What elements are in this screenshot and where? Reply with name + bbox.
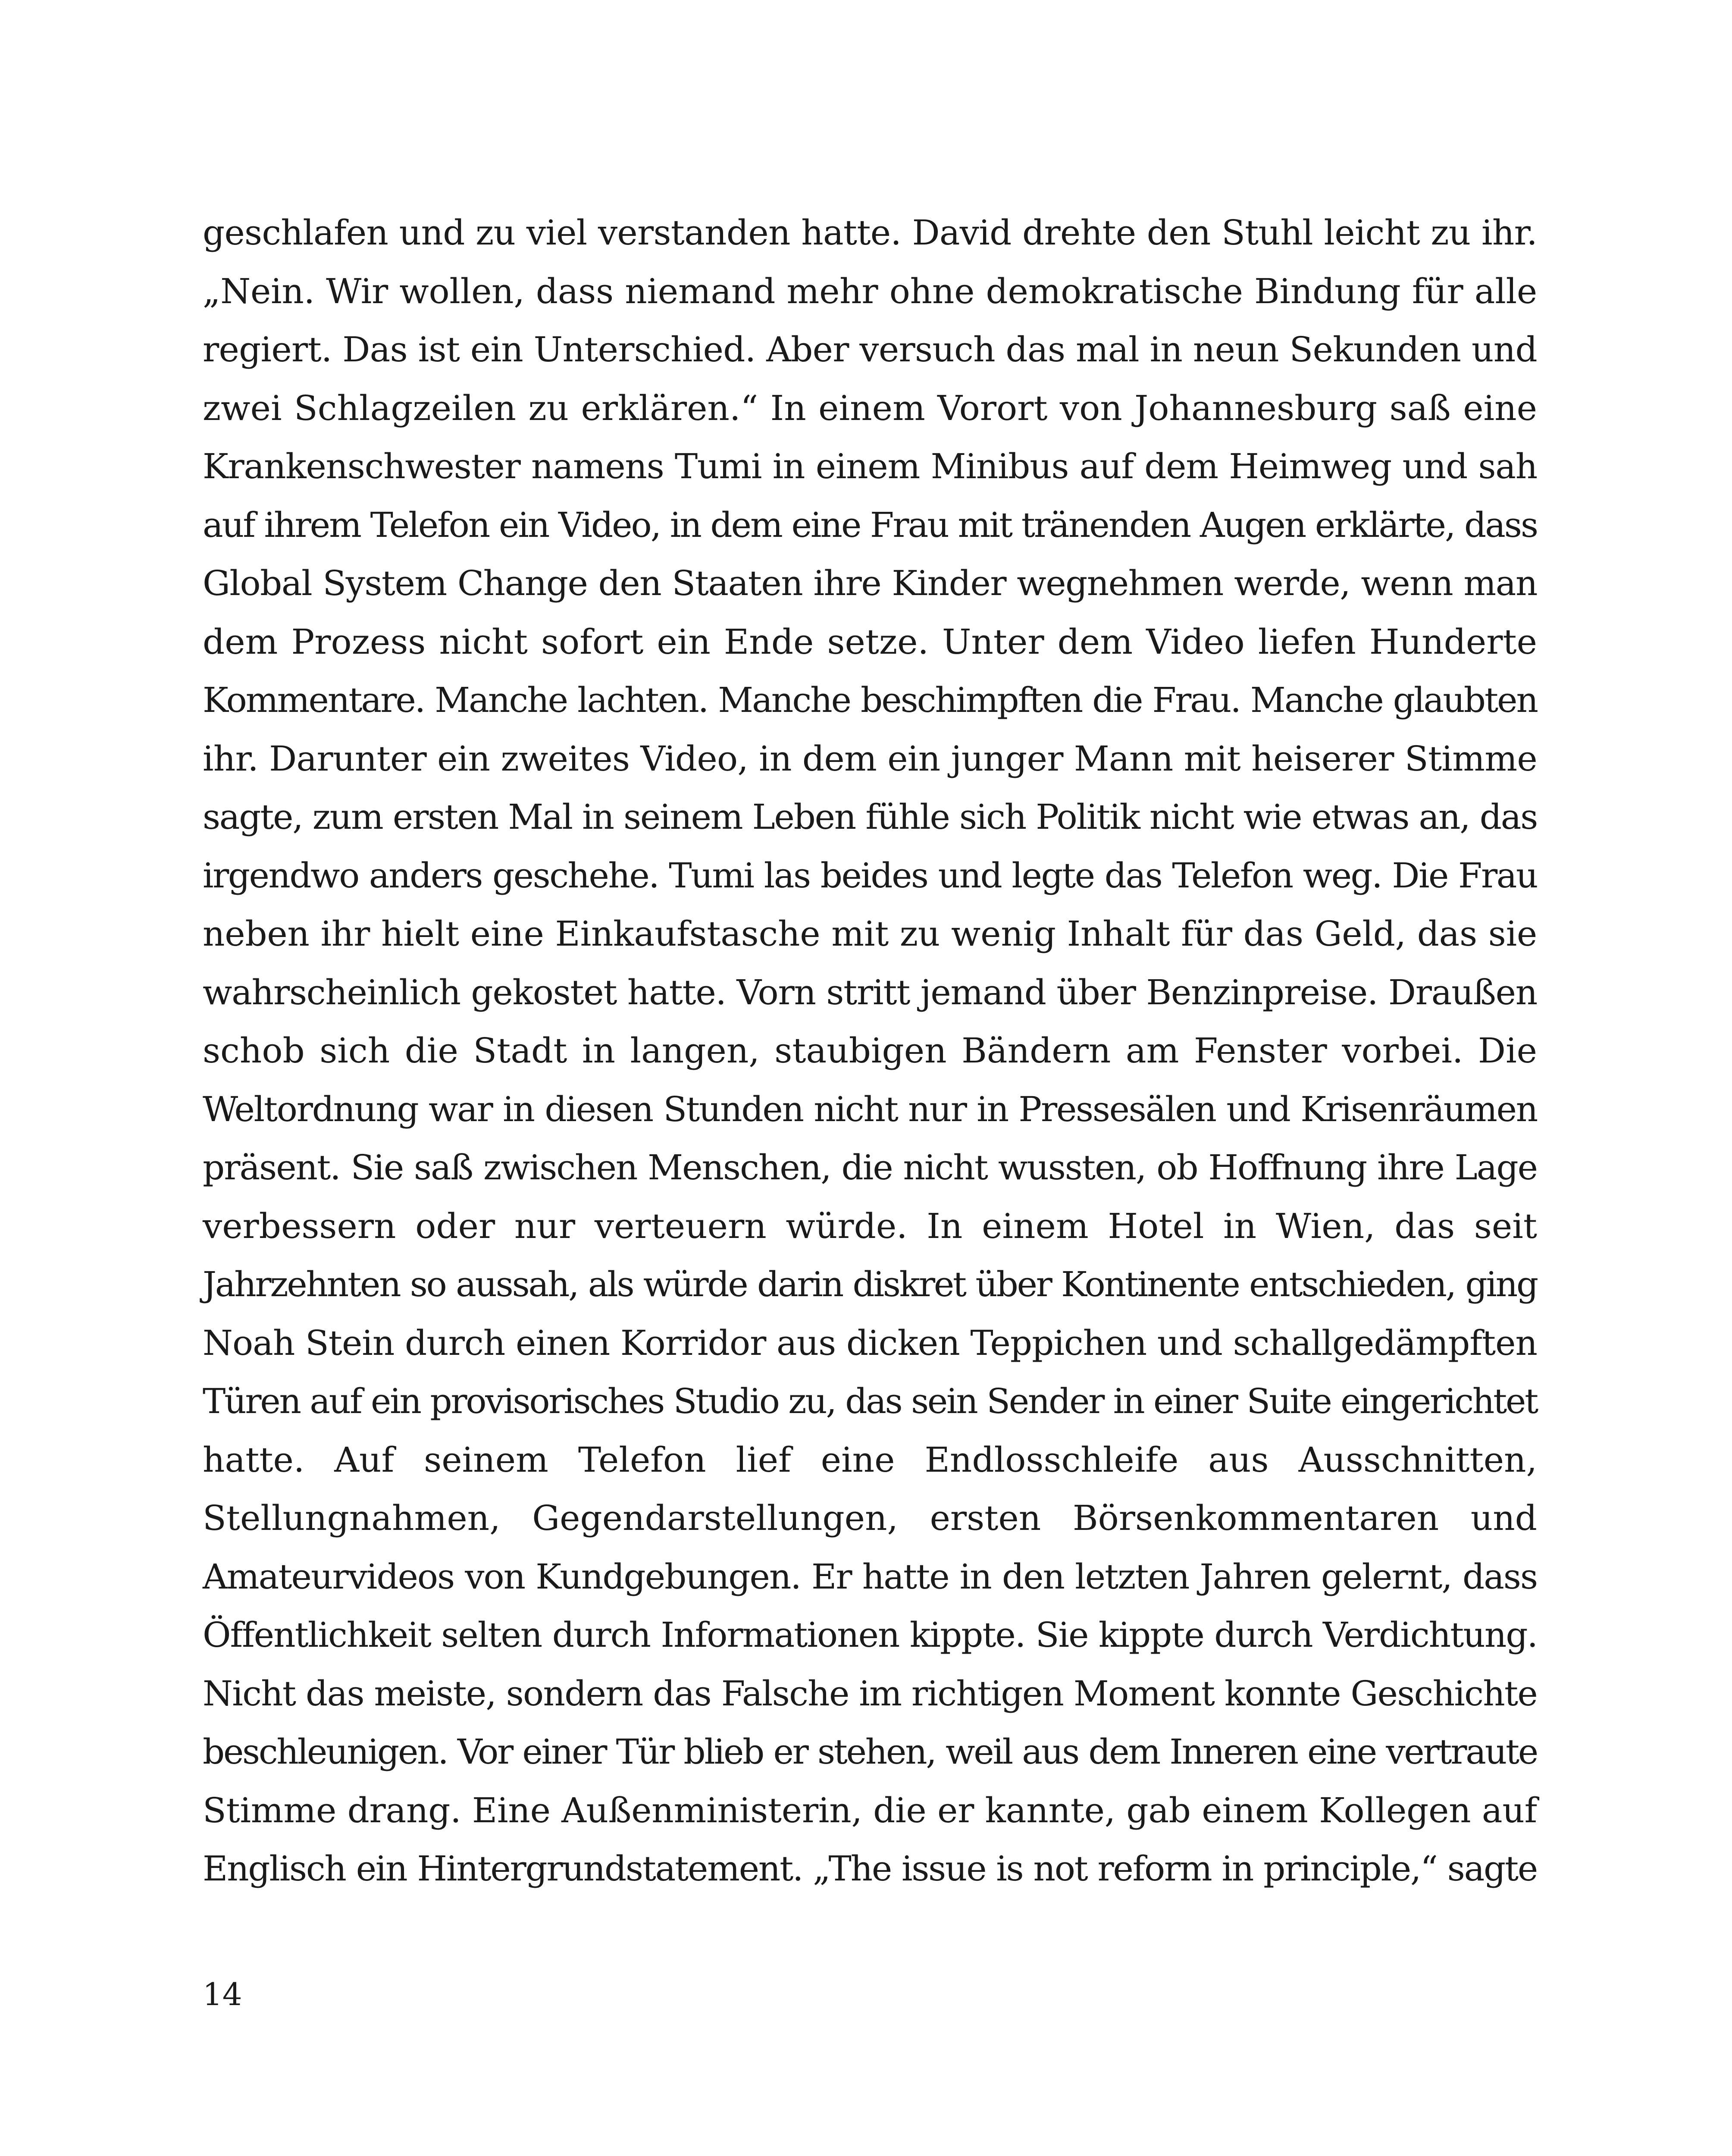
text-line: sagte, zum ersten Mal in seinem Leben fühle sich Politik nicht wie etwas an, das	[203, 797, 1537, 837]
text-line: ihr. Darunter ein zweites Video, in dem ein junger Mann mit heiserer Stimme	[203, 738, 1537, 779]
text-line: „Nein. Wir wollen, dass niemand mehr ohne demokratische Bindung für alle	[203, 271, 1537, 311]
text-line: neben ihr hielt eine Einkaufstasche mit zu wenig Inhalt für das Geld, das sie	[203, 914, 1537, 954]
text-line: Nicht das meiste, sondern das Falsche im richtigen Moment konnte Geschichte	[203, 1673, 1537, 1714]
text-line: Kommentare. Manche lachten. Manche beschimpften die Frau. Manche glaubten	[203, 680, 1537, 720]
page-number: 14	[203, 1976, 242, 2012]
text-line: Türen auf ein provisorisches Studio zu, das sein Sender in einer Suite eingerichtet	[203, 1381, 1537, 1421]
text-line: Global System Change den Staaten ihre Kinder wegnehmen werde, wenn man	[203, 563, 1537, 603]
text-line: zwei Schlagzeilen zu erklären.“ In einem Vorort von Johannesburg saß eine	[203, 388, 1537, 428]
text-line: beschleunigen. Vor einer Tür blieb er stehen, weil aus dem Inneren eine vertraute	[203, 1732, 1537, 1772]
text-line: wahrscheinlich gekostet hatte. Vorn stritt jemand über Benzinpreise. Draußen	[203, 972, 1537, 1012]
text-line: präsent. Sie saß zwischen Menschen, die nicht wussten, ob Hoffnung ihre Lage	[203, 1147, 1537, 1188]
text-line: regiert. Das ist ein Unterschied. Aber versuch das mal in neun Sekunden und	[203, 329, 1537, 370]
text-line: Weltordnung war in diesen Stunden nicht nur in Pressesälen und Krisenräumen	[203, 1089, 1537, 1129]
text-line: irgendwo anders geschehe. Tumi las beides und legte das Telefon weg. Die Frau	[203, 855, 1537, 896]
text-line: schob sich die Stadt in langen, staubigen Bändern am Fenster vorbei. Die	[203, 1031, 1537, 1071]
text-line: geschlafen und zu viel verstanden hatte. David drehte den Stuhl leicht zu ihr.	[203, 213, 1537, 253]
text-line: Öffentlichkeit selten durch Informationen kippte. Sie kippte durch Verdichtung.	[203, 1615, 1537, 1655]
text-line: verbessern oder nur verteuern würde. In einem Hotel in Wien, das seit	[203, 1206, 1537, 1246]
text-line: Englisch ein Hintergrundstatement. „The issue is not reform in principle,“ sagte	[203, 1849, 1537, 1889]
text-line: auf ihrem Telefon ein Video, in dem eine Frau mit tränenden Augen erklärte, dass	[203, 505, 1537, 545]
text-line: Amateurvideos von Kundgebungen. Er hatte in den letzten Jahren gelernt, dass	[203, 1556, 1537, 1597]
body-text	[203, 204, 1537, 1898]
text-line: Noah Stein durch einen Korridor aus dicken Teppichen und schallgedämpften	[203, 1322, 1537, 1363]
text-line: Jahrzehnten so aussah, als würde darin diskret über Kontinente entschieden, ging	[203, 1264, 1537, 1304]
text-line: dem Prozess nicht sofort ein Ende setze. Unter dem Video liefen Hunderte	[203, 621, 1537, 662]
text-line: Krankenschwester namens Tumi in einem Minibus auf dem Heimweg und sah	[203, 446, 1537, 486]
text-line: hatte. Auf seinem Telefon lief eine Endlosschleife aus Ausschnitten,	[203, 1439, 1537, 1480]
text-line: Stimme drang. Eine Außenministerin, die er kannte, gab einem Kollegen auf	[203, 1790, 1537, 1830]
text-line: Stellungnahmen, Gegendarstellungen, ersten Börsenkommentaren und	[203, 1498, 1537, 1538]
